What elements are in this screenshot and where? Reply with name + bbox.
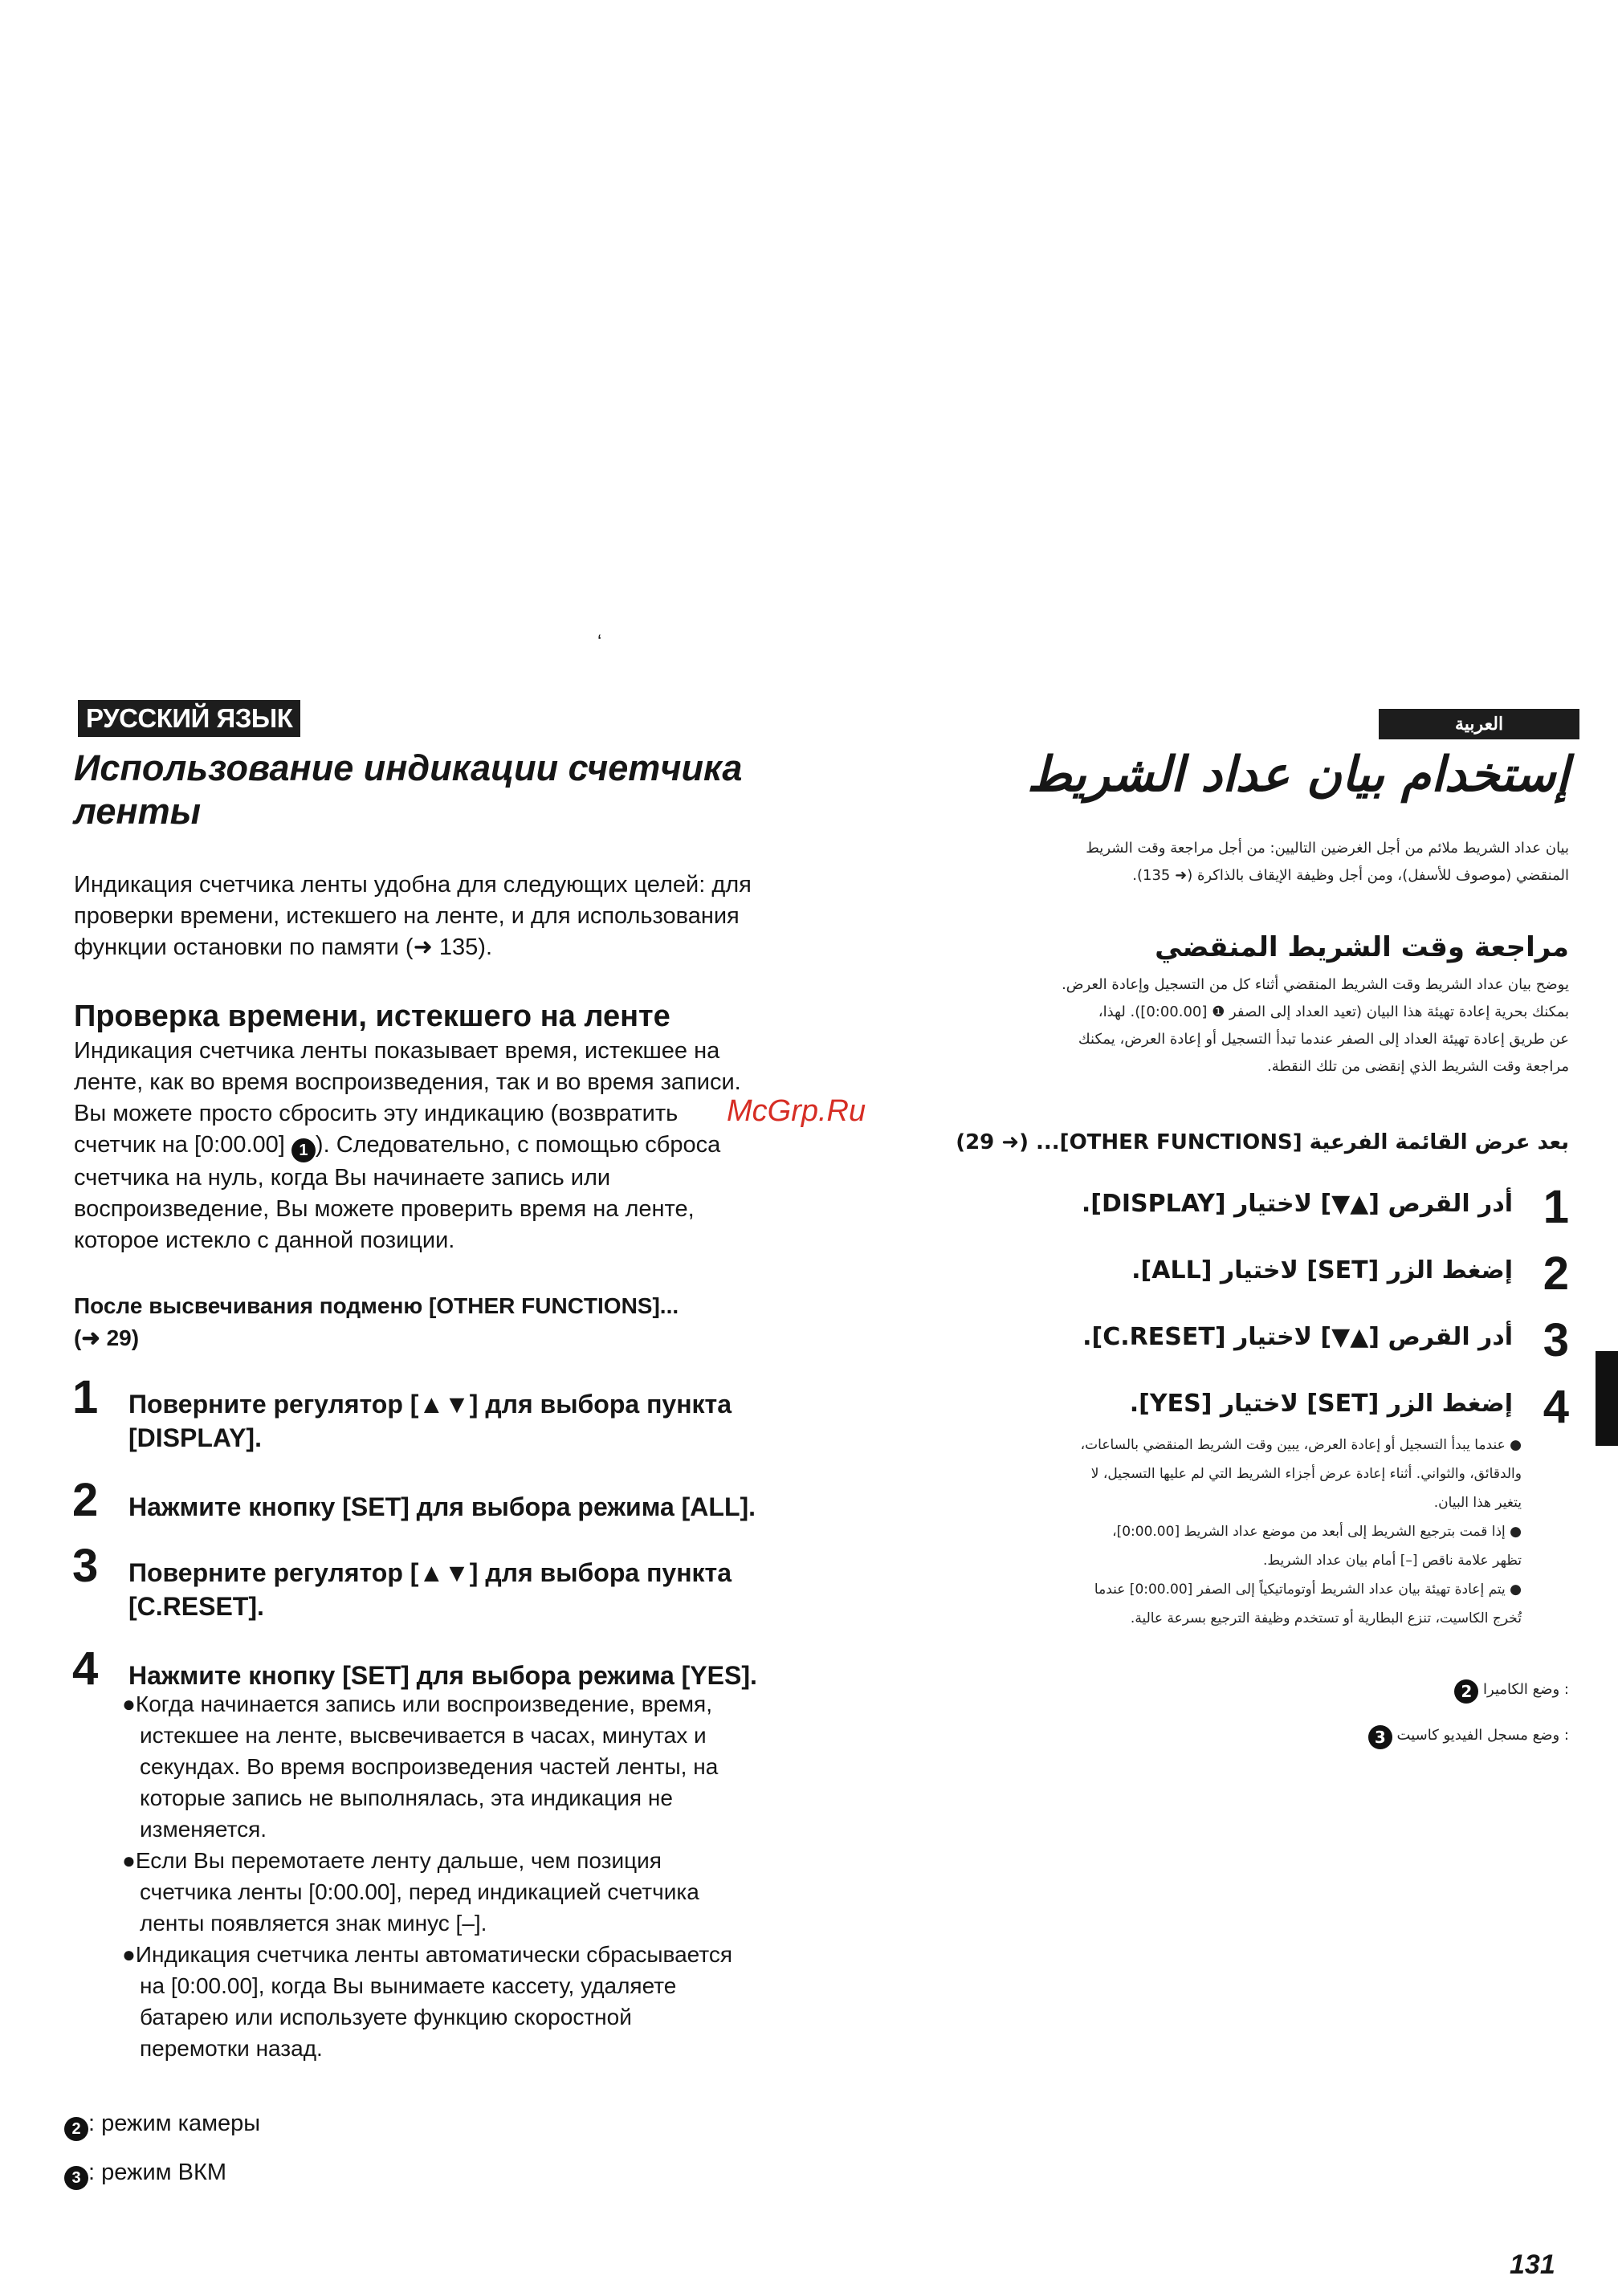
intro-line: проверки времени, истекшего на ленте, и для использования	[74, 903, 740, 929]
circle-3-icon: 3	[1368, 1725, 1392, 1749]
after-menu-line: (➜ 29)	[74, 1325, 140, 1350]
step-text	[128, 1387, 899, 1455]
step-number: 2	[1543, 1248, 1569, 1300]
step-line: Нажмите кнопку [SET] для выбора режима [ALL].	[128, 1492, 756, 1521]
note-vcr-mode-arabic	[1368, 1722, 1569, 1749]
bullet-line: которые запись не выполнялась, эта индикация не	[140, 1785, 673, 1810]
bullet-line: ●Если Вы перемотаете ленту дальше, чем позиция	[122, 1848, 662, 1873]
step-text	[128, 1556, 899, 1623]
section-heading-russian: Проверка времени, истекшего на ленте	[74, 999, 670, 1033]
note-text: : режим камеры	[88, 2111, 261, 2136]
ar-para-line: عن طريق إعادة تهيئة العداد إلى الصفر عندما تبدأ التسجيل أو إعادة العرض، يمكنك	[1078, 1031, 1569, 1048]
step-text: إضغط الزر [SET] لاختيار [YES].	[1129, 1390, 1513, 1418]
step-line: [C.RESET].	[128, 1592, 264, 1621]
intro-line: Индикация счетчика ленты удобна для следующих целей: для	[74, 872, 752, 898]
page-title-arabic: إستخدام بيان عداد الشريط	[1027, 747, 1569, 803]
title-line-1: Использование индикации счетчика	[74, 747, 743, 788]
bullet-list-russian	[122, 1688, 829, 2064]
after-menu-instruction-arabic: بعد عرض القائمة الفرعية [OTHER FUNCTIONS]... (➜ 29)	[956, 1130, 1569, 1154]
bullet-line: на [0:00.00], когда Вы вынимаете кассету, удаляете	[140, 1973, 677, 1998]
bullet-line: истекшее на ленте, высвечивается в часах, минутах и	[140, 1723, 707, 1748]
ar-bullet-line: ● إذا قمت بترجيع الشريط إلى أبعد من موضع عداد الشريط [0:00.00]،	[1112, 1524, 1522, 1540]
para-line: ленте, как во время воспроизведения, так и во время записи.	[74, 1069, 741, 1095]
intro-line: функции остановки по памяти (➜ 135).	[74, 934, 493, 960]
step-line: Поверните регулятор [▲▼] для выбора пункта	[128, 1558, 732, 1587]
note-text: : وضع مسجل الفيديو كاسيت	[1396, 1727, 1569, 1744]
intro-paragraph-russian	[74, 869, 869, 963]
para-line: Вы можете просто сбросить эту индикацию (возвратить	[74, 1101, 679, 1126]
para-line	[74, 1130, 877, 1162]
bullet-line: ●Когда начинается запись или воспроизведение, время,	[122, 1691, 712, 1716]
step-line: [DISPLAY].	[128, 1423, 262, 1452]
after-menu-line: После высвечивания подменю [OTHER FUNCTIONS]...	[74, 1293, 679, 1318]
note-vcr-mode	[64, 2158, 226, 2190]
step-number: 3	[72, 1540, 99, 1592]
para-line-part: счетчик на [0:00.00]	[74, 1132, 285, 1158]
section-paragraph-russian	[74, 1036, 877, 1256]
ar-intro-line: بيان عداد الشريط ملائم من أجل الغرضين التاليين: من أجل مراجعة وقت الشريط	[1086, 840, 1569, 857]
ar-intro-line: المنقضي (موصوف للأسفل)، ومن أجل وظيفة الإيقاف بالذاكرة (➜ 135).	[1132, 867, 1569, 884]
step-text: أدر القرص [▲▼] لاختيار [C.RESET].	[1082, 1323, 1513, 1351]
section-heading-arabic: مراجعة وقت الشريط المنقضي	[1155, 931, 1569, 963]
bullet-line: ленты появляется знак минус [–].	[140, 1911, 487, 1936]
page-number: 131	[1510, 2249, 1555, 2280]
para-line: счетчика на нуль, когда Вы начинаете запись или	[74, 1165, 611, 1191]
step-text	[128, 1490, 899, 1524]
circle-2-icon: 2	[1454, 1679, 1478, 1704]
step-line: Нажмите кнопку [SET] для выбора режима [YES].	[128, 1661, 757, 1690]
bullet-line: батарею или используете функцию скоростной	[140, 2005, 632, 2029]
step-2-arabic	[1007, 1247, 1569, 1300]
ar-para-line: يوضح بيان عداد الشريط وقت الشريط المنقضي أثناء كل من التسجيل وإعادة العرض.	[1062, 976, 1569, 993]
stray-mark: ‘	[597, 631, 602, 653]
step-number: 4	[1543, 1381, 1569, 1433]
bullet-line: счетчика ленты [0:00.00], перед индикацией счетчика	[140, 1879, 699, 1904]
step-text: أدر القرص [▲▼] لاختيار [DISPLAY].	[1081, 1190, 1513, 1218]
ar-bullet-line: والدقائق، والثواني. أثناء إعادة عرض أجزاء الشريط التي لم عليها التسجيل، لا	[1090, 1466, 1522, 1482]
bullet-item	[122, 1939, 829, 2064]
note-text: : وضع الكاميرا	[1483, 1681, 1569, 1698]
page-title-russian	[74, 747, 837, 833]
step-line: Поверните регулятор [▲▼] для выбора пункта	[128, 1390, 732, 1419]
bullet-line: ●Индикация счетчика ленты автоматически сбрасывается	[122, 1942, 732, 1967]
circle-1-icon: 1	[291, 1138, 316, 1162]
ar-bullet-line: ● عندما يبدأ التسجيل أو إعادة العرض، يبين وقت الشريط المنقضي بالساعات،	[1080, 1437, 1522, 1453]
step-3-arabic	[1007, 1313, 1569, 1366]
section-paragraph-arabic	[830, 971, 1569, 1081]
para-line: Индикация счетчика ленты показывает время, истекшее на	[74, 1038, 720, 1064]
section-edge-tab	[1596, 1351, 1618, 1446]
circle-2-icon: 2	[64, 2117, 88, 2141]
step-number: 3	[1543, 1314, 1569, 1366]
ar-bullet-line: يتغير هذا البيان.	[1433, 1495, 1522, 1511]
note-camera-mode-arabic	[1454, 1676, 1569, 1704]
ar-bullet-line: تُخرج الكاسيت، تنزع البطارية أو تستخدم وظيفة الترجيع بسرعة عالية.	[1130, 1610, 1522, 1626]
bullet-line: перемотки назад.	[140, 2036, 323, 2061]
bullet-item	[122, 1845, 829, 1939]
ar-para-line: مراجعة وقت الشريط الذي إنقضى من تلك النقطة.	[1266, 1058, 1569, 1075]
step-1-arabic	[1007, 1180, 1569, 1233]
step-number: 1	[72, 1371, 99, 1423]
note-text: : режим ВКМ	[88, 2160, 227, 2185]
bullet-list-arabic	[831, 1431, 1522, 1633]
intro-paragraph-arabic	[830, 835, 1569, 889]
title-line-2: ленты	[74, 791, 202, 832]
step-number: 1	[1543, 1181, 1569, 1233]
step-text: إضغط الزر [SET] لاختيار [ALL].	[1131, 1256, 1513, 1284]
para-line-part: ). Следовательно, с помощью сброса	[315, 1132, 721, 1158]
bullet-item	[122, 1688, 829, 1845]
step-number: 2	[72, 1474, 99, 1526]
watermark: McGrp.Ru	[727, 1094, 866, 1128]
language-tag-arabic: العربية	[1379, 709, 1579, 739]
step-number: 4	[72, 1643, 99, 1695]
ar-bullet-line: ● يتم إعادة تهيئة بيان عداد الشريط أوتوماتيكياً إلى الصفر [0:00.00] عندما	[1094, 1582, 1522, 1598]
note-camera-mode	[64, 2109, 260, 2141]
step-text	[128, 1659, 899, 1692]
para-line: которое истекло с данной позиции.	[74, 1227, 455, 1253]
para-line: воспроизведение, Вы можете проверить время на ленте,	[74, 1196, 695, 1222]
ar-para-line: بمكنك بحرية إعادة تهيئة هذا البيان (تعيد العداد إلى الصفر ❶ [0:00.00]). لهذا،	[1098, 1003, 1569, 1020]
circle-3-icon: 3	[64, 2166, 88, 2190]
ar-bullet-line: تظهر علامة ناقص [–] أمام بيان عداد الشريط.	[1263, 1553, 1522, 1569]
step-4-arabic	[1007, 1380, 1569, 1433]
language-tag-russian: РУССКИЙ ЯЗЫК	[78, 700, 300, 737]
bullet-line: секундах. Во время воспроизведения частей ленты, на	[140, 1754, 719, 1779]
bullet-line: изменяется.	[140, 1817, 267, 1842]
after-menu-instruction-russian	[74, 1290, 869, 1354]
